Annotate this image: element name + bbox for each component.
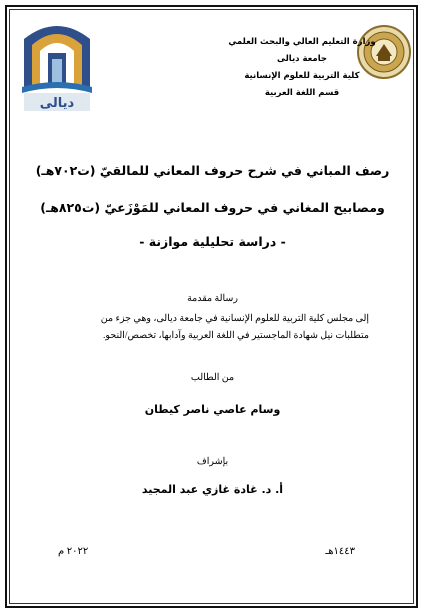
university-line: جامعة ديالى (276, 54, 328, 64)
supervisor-name: أ. د. غادة غازي عبد المجيد (141, 483, 284, 496)
thesis-body-line1: إلى مجلس كلية التربية للعلوم الإنسانية في جامعة ديالى، وهي جزء من (100, 314, 369, 324)
thesis-title-line1: رصف المباني في شرح حروف المعاني للمالقيّ (ت٧٠٢هـ) (35, 163, 390, 178)
student-name: وسام عاصي ناصر كيطان (144, 403, 281, 416)
student-label: من الطالب (190, 373, 235, 383)
institution-header (217, 34, 387, 102)
gregorian-date: ٢٠٢٢ م (58, 546, 89, 557)
thesis-body-line2: متطلبات نيل شهادة الماجستير في اللغة العربية وآدابها، تخصص/النحو. (103, 331, 369, 341)
supervisor-label: بإشراف (196, 457, 229, 467)
college-line: كلية التربية للعلوم الإنسانية (244, 71, 360, 81)
thesis-label: رسالة مقدمة (187, 294, 238, 304)
thesis-title-line3: - دراسة تحليلية موازنة - (139, 234, 286, 249)
ministry-line: وزارة التعليم العالي والبحث العلمي (228, 37, 376, 47)
thesis-title-line2: ومصابيح المغاني في حروف المعاني للمَوْزَعيّ (ت٨٢٥هـ) (40, 200, 385, 215)
university-logo (18, 17, 96, 114)
department-line: قسم اللغة العربية (264, 88, 340, 98)
logo-text: ديالى (39, 96, 75, 111)
hijri-date: ١٤٤٣هـ (325, 546, 355, 557)
